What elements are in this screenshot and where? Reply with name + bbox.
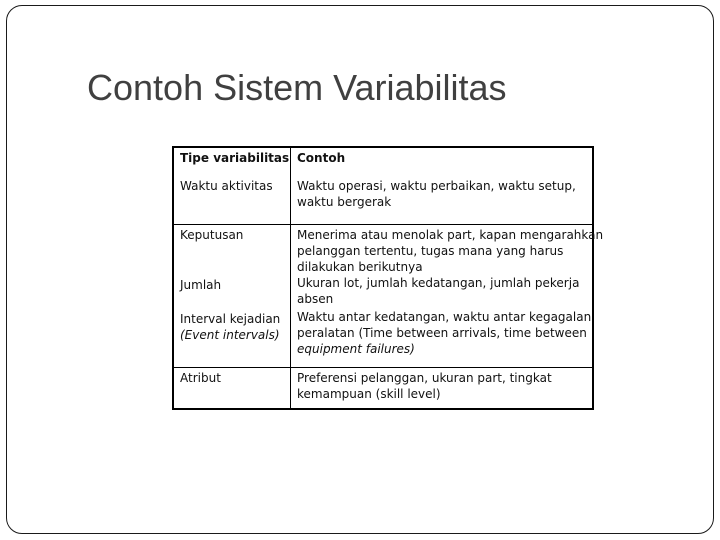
type-label: (Event intervals) xyxy=(180,328,280,342)
example-line: waktu bergerak xyxy=(297,195,392,209)
type-cell xyxy=(174,148,291,225)
example-line: Waktu operasi, waktu perbaikan, waktu setup, xyxy=(297,179,576,193)
example-line: equipment failures) xyxy=(297,342,415,356)
example-cell xyxy=(291,368,593,409)
type-label: Jumlah xyxy=(180,278,222,292)
example-line: Ukuran lot, jumlah kedatangan, jumlah pekerja xyxy=(297,276,580,290)
type-label: Keputusan xyxy=(180,228,244,242)
example-line: dilakukan berikutnya xyxy=(297,260,423,274)
slide-title: Contoh Sistem Variabilitas xyxy=(87,67,507,108)
example-line: pelanggan tertentu, tugas mana yang harus xyxy=(297,244,564,258)
type-label: Waktu aktivitas xyxy=(180,179,273,193)
variability-table xyxy=(172,146,604,410)
header-type: Tipe variabilitas xyxy=(180,151,290,165)
example-line: Preferensi pelanggan, ukuran part, tingkat xyxy=(297,371,552,385)
type-cell xyxy=(174,225,291,368)
example-line: kemampuan (skill level) xyxy=(297,387,441,401)
example-line: peralatan (Time between arrivals, time between xyxy=(297,326,587,340)
slide xyxy=(6,5,714,534)
type-label: Interval kejadian xyxy=(180,312,281,326)
example-line: Menerima atau menolak part, kapan mengarahkan xyxy=(297,228,604,242)
table-row-atribut xyxy=(174,368,593,409)
table-row-header-waktu xyxy=(174,148,593,225)
type-cell xyxy=(174,368,291,409)
table-row-group xyxy=(174,225,593,368)
header-example: Contoh xyxy=(297,151,346,165)
example-line: absen xyxy=(297,292,334,306)
example-cell xyxy=(291,225,604,368)
example-cell xyxy=(291,148,593,225)
type-label: Atribut xyxy=(180,371,221,385)
variability-table-grid xyxy=(173,147,604,409)
example-line: Waktu antar kedatangan, waktu antar kegagalan xyxy=(297,310,592,324)
